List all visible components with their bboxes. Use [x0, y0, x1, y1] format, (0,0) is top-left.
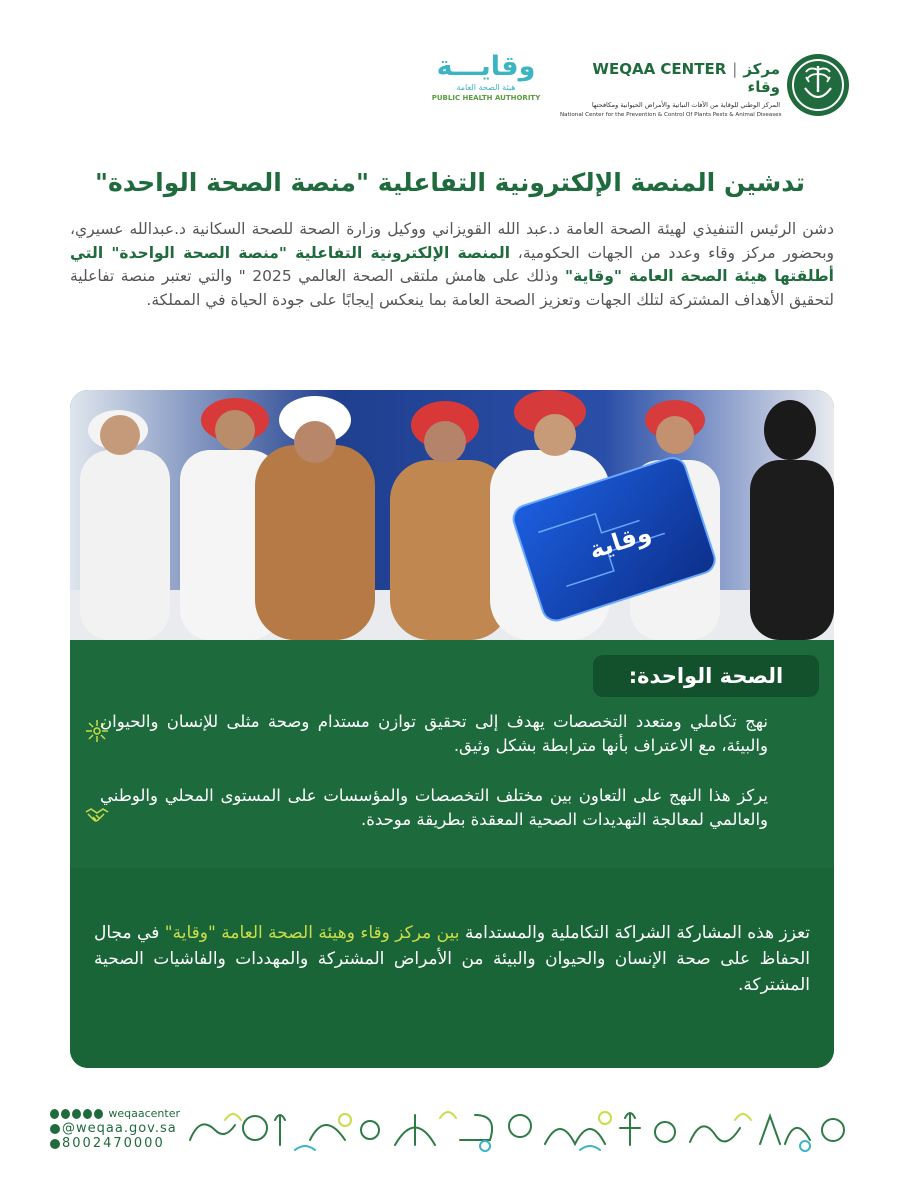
event-photo: [70, 390, 834, 640]
linkedin-icon[interactable]: [83, 1109, 92, 1119]
weqaa-brand-block: [560, 60, 780, 118]
event-photo-illustration: [70, 390, 834, 640]
weqaa-logo-icon: [785, 52, 851, 118]
bullet-text: يركز هذا النهج على التعاون بين مختلف التخصصات والمؤسسات على المستوى المحلي والوطني والعالمي لمعالجة التهديدات الصحية المعقدة بطريقة موحدة.: [100, 786, 768, 829]
footer-decorative-pattern: [185, 1100, 850, 1156]
cube-label: وقاية: [585, 518, 655, 565]
pha-name-ar: وقايـــة: [436, 51, 536, 82]
intro-highlight: المنصة الإلكترونية التفاعلية "منصة الصحة الواحدة" التي أطلقتها هيئة الصحة العامة "وقاية": [70, 243, 834, 285]
closing-paragraph: تعزز هذه المشاركة الشراكة التكاملية والمستدامة بين مركز وقاء وهيئة الصحة العامة "وقاية" في مجال الحفاظ على صحة الإنسان والحيوان والبيئة من الأمراض المشتركة والمهددات والفاشيات الصحية المشتركة.: [94, 923, 811, 995]
globe-icon: [50, 1124, 60, 1134]
instagram-icon[interactable]: [72, 1109, 81, 1119]
social-links: [50, 1106, 180, 1121]
pha-subtitle-ar: هيئة الصحة العامة: [456, 82, 516, 92]
pha-logo: [430, 52, 542, 102]
closing-highlight: بين مركز وقاء وهيئة الصحة العامة "وقاية": [164, 923, 460, 943]
weqaa-subtitle-ar: المركز الوطني للوقاية من الآفات النباتية والأمراض الحيوانية ومكافحتها: [591, 101, 780, 109]
youtube-icon[interactable]: [94, 1109, 103, 1119]
snapchat-icon[interactable]: [50, 1109, 59, 1119]
phone-icon: [50, 1139, 60, 1149]
social-handle[interactable]: weqaacenter: [108, 1107, 181, 1120]
footer-contacts: [50, 1106, 180, 1151]
one-health-card: [70, 390, 834, 1068]
weqaa-subtitle-en: National Center for the Prevention & Control Of Plants Pests & Animal Diseases: [560, 112, 782, 118]
phone-number[interactable]: 8002470000: [62, 1136, 165, 1151]
weqaa-brand-name: WEQAA CENTER | مركز وقاء: [592, 60, 780, 96]
intro-paragraph: دشن الرئيس التنفيذي لهيئة الصحة العامة د.عبد الله القويزاني ووكيل وزارة الصحة للصحة السكانية د.عبدالله عسيري، وبحضور مركز وقاء وعدد من الجهات الحكومية، المنصة الإلكترونية التفاعلية "منصة الصحة الواحدة" التي أطلقتها هيئة الصحة العامة "وقاية" وذلك على هامش ملتقى الصحة العالمي 2025 " والتي تعتبر منصة تفاعلية لتحقيق الأهداف المشتركة لتلك الجهات وتعزيز الصحة العامة بما ينعكس إيجابًا على جودة الحياة في المملكة.: [70, 220, 834, 309]
phone-row: [50, 1136, 180, 1151]
page-title: تدشين المنصة الإلكترونية التفاعلية "منصة الصحة الواحدة": [94, 168, 806, 197]
one-health-heading: الصحة الواحدة:: [593, 655, 819, 697]
x-icon[interactable]: [61, 1109, 70, 1119]
header: [0, 40, 900, 130]
bullet-text: نهج تكاملي ومتعدد التخصصات يهدف إلى تحقيق توازن مستدام وصحة مثلى للإنسان والحيوان والبيئة، مع الاعتراف بأنها مترابطة بشكل وثيق.: [100, 712, 768, 755]
website-row: [50, 1121, 180, 1136]
pha-name-en: PUBLIC HEALTH AUTHORITY: [431, 93, 541, 102]
website-link[interactable]: @weqaa.gov.sa: [62, 1121, 177, 1136]
